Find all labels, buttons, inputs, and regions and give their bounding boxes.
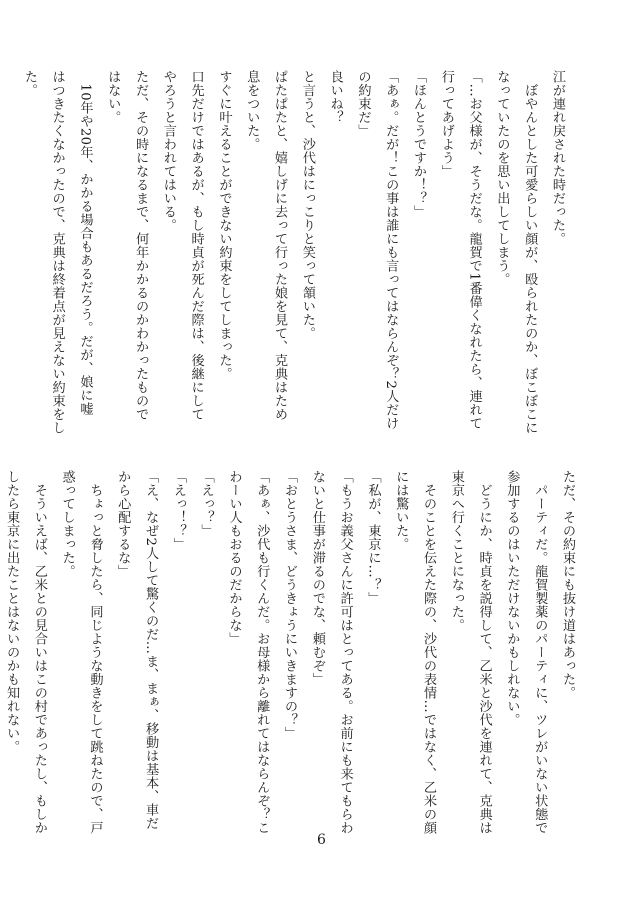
- text-line: はつきたくなかったので、克典は終着点が見えない約束をし: [49, 70, 65, 435]
- text-line: ただ、その時になるまで、何年かかるのかわかったもので: [133, 70, 149, 421]
- text-line: ちょっと脅したら、同じような動きをして跳ねたので、戸: [87, 470, 103, 835]
- text-line: には驚いた。: [393, 470, 409, 551]
- text-line: 「えっ！？」: [170, 470, 186, 551]
- text-line: た。: [21, 70, 37, 97]
- text-line: したら東京に出たことはないのかも知れない。: [4, 470, 20, 754]
- text-line: そのことを伝えた際の、沙代の表情…ではなく、乙米の顔: [421, 470, 437, 835]
- text-line: ぱたぱたと、嬉しげに去って行った娘を見て、克典はため: [272, 70, 288, 421]
- text-line: と言うと、沙代はにっこりと笑って頷いた。: [299, 70, 315, 340]
- text-line: 惑ってしまった。: [59, 470, 75, 578]
- text-line: やろうと言われてはいる。: [160, 70, 176, 232]
- text-line: 東京へ行くことになった。: [448, 470, 464, 632]
- text-line: すぐに叶えることができない約束をしてしまった。: [216, 70, 232, 381]
- text-line: 「えっ？」: [198, 470, 214, 538]
- text-line: 行ってあげよう」: [438, 70, 454, 178]
- text-line: 「私が、東京に…？」: [365, 470, 381, 605]
- text-line: 「え、なぜ2人して驚くのだ…ま、まぁ、移動は基本、車だ: [143, 470, 159, 830]
- text-line: 「もうお義父さんに許可はとってある。お前にも来てもらわ: [337, 470, 353, 835]
- text-line: なっていたのを思い出してしまう。: [494, 70, 510, 286]
- text-line: はない。: [105, 70, 121, 124]
- text-line: 江が連れ戻された時だった。: [550, 70, 565, 246]
- text-line: ぼやんとした可愛らしい顔が、殴られたのか、ぼこぼこに: [522, 70, 538, 435]
- text-line: から心配するな」: [115, 470, 131, 578]
- text-line: 「おとうさま、どうきょうにいきますの？」: [282, 470, 298, 740]
- text-line: の約束だ」: [355, 70, 371, 138]
- text-line: 「あぁ。だが！この事は誰にも言ってはならんぞ？2人だけ: [383, 70, 399, 430]
- text-line: わーい人もおるのだからな」: [226, 470, 242, 646]
- text-line: 10年や20年、かかる場合もあるだろう。だが、娘に嘘: [77, 70, 93, 416]
- text-line: ないと仕事が滞るのでな、頼むぞ」: [309, 470, 325, 686]
- page-number: 6: [317, 832, 326, 848]
- text-line: 息をついた。: [244, 70, 260, 151]
- lower-text-block: [0, 470, 581, 835]
- text-line: 参加するのはいただけないかもしれない。: [504, 470, 520, 727]
- text-line: ただ、その約束にも抜け道はあった。: [560, 470, 575, 700]
- text-line: そういえば、乙米との見合いはこの村であったし、もしか: [31, 470, 47, 835]
- text-line: パーティだ。龍賀製薬のパーティに、ツレがいない状態で: [532, 470, 548, 835]
- text-line: 「ほんとうですか！？」: [411, 70, 427, 219]
- text-line: 口先だけではあるが、もし時貞が死んだ際は、後継にして: [188, 70, 204, 421]
- text-line: 「あぁ、沙代も行くんだ。お母様から離れてはならんぞ？こ: [254, 470, 270, 835]
- text-line: 「…お父様が、そうだな。龍賀で1番偉くなれたら、連れて: [466, 70, 482, 430]
- upper-text-block: [15, 70, 571, 435]
- text-line: 良いね？: [327, 70, 343, 124]
- text-line: どうにか、時貞を説得して、乙米と沙代を連れて、克典は: [476, 470, 492, 835]
